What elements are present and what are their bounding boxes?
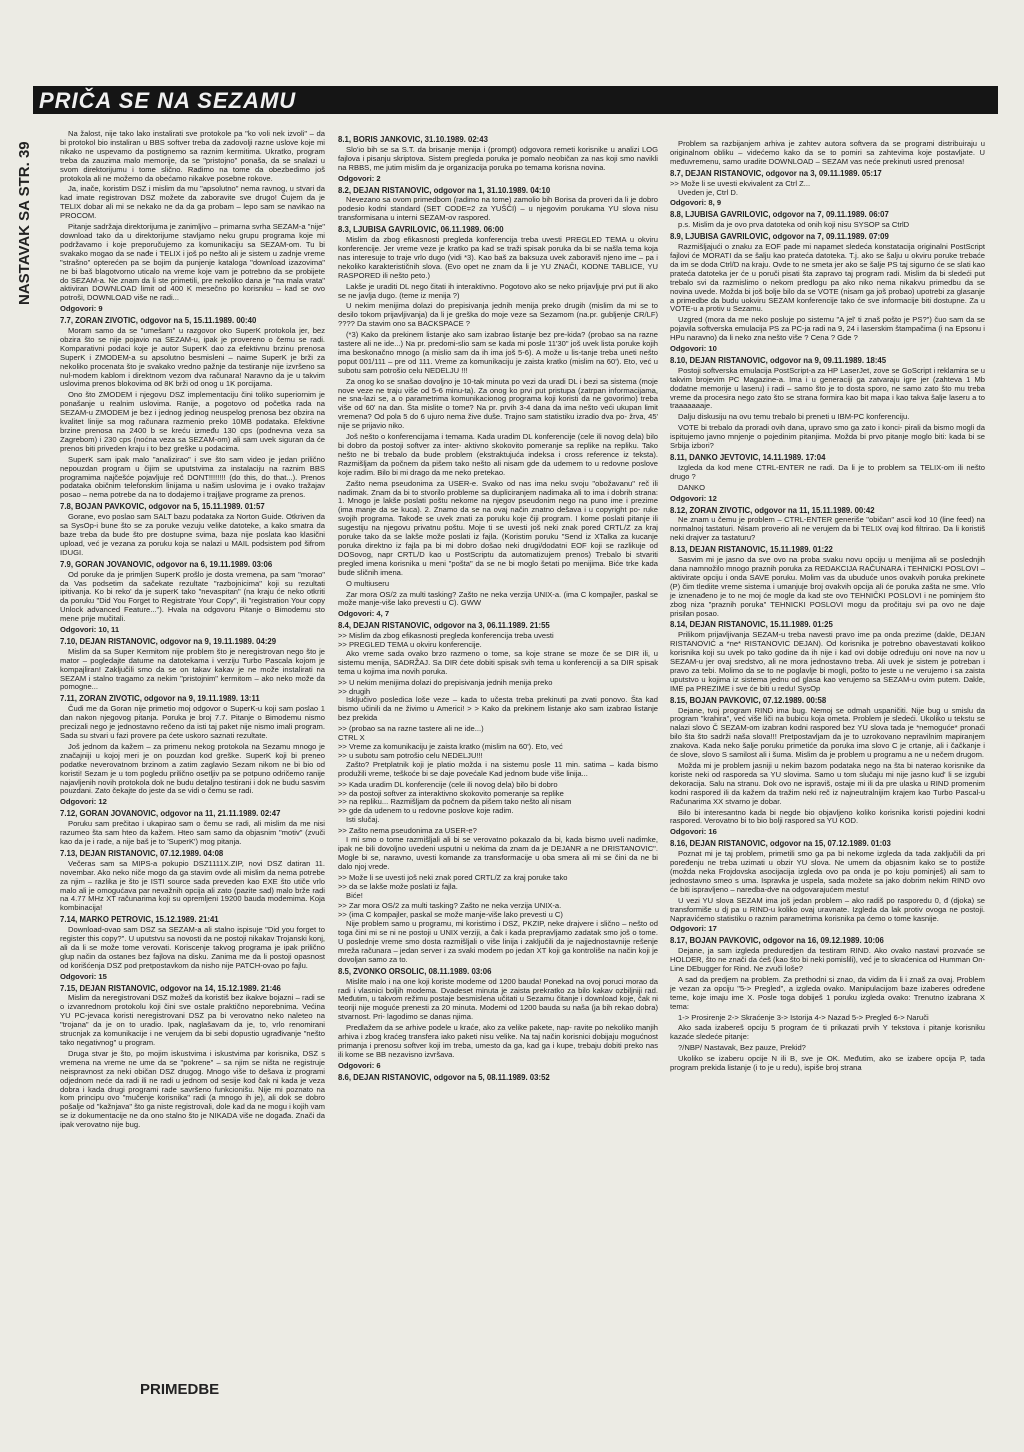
quoted-line: >> da postoji softver za interaktivno skokovito pomeranje sa replike: [338, 788, 564, 798]
paragraph: Ne znam u čemu je problem – CTRL-ENTER generiše "običan" ascii kod 10 (line feed) na normalnoj tastaturi. Nisam proverio ali ne verujem da bi TELIX ovaj kod filtrirao. Da li koristiš neki drajver za tastaturu?: [670, 515, 985, 543]
paragraph: Još jednom da kažem – za primenu nekog protokola na Sezamu mnogo je značajniji u kojoj meri je on pouzdan kod greške. SuperK koji bi preneo podatke neverovatnom brzinom a zatim zaglavio Sezam nikom ne bi bio od koristi! Sezam je u tom pogledu prilično osetljiv pa se potpuno odričemo ranije najavljenih novih protokola dok ne budu detaljno testirani i dok ne budu sasvim pouzdani. Zato čekajte do jeste da se vidi o čemu se radi.: [60, 741, 325, 796]
quoted-line: >> Može li se uvesti još neki znak pored CRTL/Z za kraj poruke tako: [338, 872, 568, 882]
replies-line: Odgovori: 12: [670, 493, 717, 503]
paragraph: Prilikom prijavljivanja SEZAM-u treba navesti pravo ime pa onda prezime (dakle, DEJAN RISTANOVIĆ a *ne* RISTANOVIC DEJAN). Od korisnika je potrebno obavestavati kolikoo korisnika koji su uvek po tako godine da ih nije i kad ovi dobije određuju oni nove na nov u SEZAM-u jer ovaj sredstvo, ali ne mora jednostavno treba. Ali uvek je sistem je potreban i pravo za tebi. Molimo da se to ne poglavlje bi mogli, pošto to jeste u ne verujemo i sa zaista uputstvo u kojima iz sistema jednu od glasa kao verujemo sa SEZAM-u ovim putem. Dakle, IME pa PREZIME i sve će biti u redu! SysOp: [670, 630, 985, 693]
paragraph: Uzgred (mora da me neko posluje po sistemu "A jel' ti znaš pošto je PS?") čuo sam da se pojavila softverska emulacija PS za PC-ja radi na 9, 24 i laserskim štampačima (i na Epsonu i HPu naravno) da li neko zna nešto više ? Cena ? Gde ?: [670, 315, 985, 343]
paragraph: U nekim menijima dolazi do prepisivanja jednih menija preko drugih (mislim da mi se to desilo tokom prijavljivanja) da li je greška do moje veze sa Sezamom (na.pr. gubljenje CR/LF) ???? Da stavim ono sa BACKSPACE ?: [338, 301, 658, 329]
paragraph: (*3) Kako da prekinem listanje ako sam izabrao listanje bez pre-kida? (probao sa na razne tastere ali ne ide...) Na pr. predomi-slio sam se kada mi posle 11'30" još uvek lista poruke kojih ima beskonačno mnogo (a mislio sam da ih ima još 5-6). A može u lis-tanje treba uneti nešto poput 001/111 – pre od 111. Vreme za komunikaciju je zaista kratko (mislim na 60'). Eto, već u subotu sam potrošio celu NEDELJU !!!: [338, 330, 658, 375]
quoted-line: >> Zašto nema pseudonima za USER-e?: [338, 826, 477, 836]
message-header: 8.17, BOJAN PAVKOVIC, odgovor na 16, 09.12.1989. 10:06: [670, 936, 884, 946]
paragraph: A sad da predjem na problem. Za prethodni si znao, da vidim da li i znaš za ovaj. Problem je vezan za opciju "5-> Pregled", a izgleda ovako. Manipulacijom baze izaberes određene teme, koje imaju ime X. Posle toga dobiješ 1 poruku izgleda ovako: Trenutno izabrana X tema:: [670, 974, 985, 1011]
message-header: 8.13, DEJAN RISTANOVIC, 15.11.1989. 01:22: [670, 545, 833, 555]
paragraph: Na žalost, nije tako lako instalirati sve protokole pa "ko voli nek izvoli" – da bi protokol bio instaliran u BBS softver treba da zadovolji razne uslove koje mi nikako ne uspevamo da postignemo sa raznim kermitima. Ukratko, program treba da zauzima malo memorije, da se "pristojno" ponaša, da se snalazi u svom direktorijumu i tome slično. Radimo na tome da obezbedimo još protokola ali ne možemo da obećamo nikakve posebne rokove.: [60, 129, 325, 183]
paragraph: Gorane, evo poslao sam SALT bazu podataka za Norton Guide. Otkriven da sa SysOp-i bune što se za poruke vezuju velike datoteke, a kako smatra da baze treba da bude što pre dostupne svima, baza nije poslata kao klasični upload, već je vezana za poruku koja se nalazi u MAIL podsistem pod šifrom IDUGI.: [60, 512, 325, 557]
paragraph: Zar mora OS/2 za multi tasking? Zašto ne neka verzija UNIX-a. (ima C kompajler, paskal se može manje-više lako prevesti u C). GWW: [338, 589, 658, 608]
quoted-line: >> Kada uradim DL konferencije (cele ili novog dela) bilo bi dobro: [338, 779, 558, 789]
message-header: 8.6, DEJAN RISTANOVIC, odgovor na 5, 08.11.1989. 03:52: [338, 1072, 550, 1082]
paragraph: Poruku sam prečitao i ukapirao sam o čemu se radi, ali mislim da me nisi razumeo šta sam hteo da kažem. Hteo sam samo da objasnim "motiv" (zvuči kao da je i rade, a nije baš je to 'SuperK') mog pitanja.: [60, 819, 325, 846]
quoted-line: >> Može li se uvesti ekvivalent za Ctrl Z...: [670, 178, 811, 188]
paragraph: Nevezano sa ovom primedbom (radimo na tome) zamolio bih Borisa da proveri da li je dobro podesio kodni standard (SET CODE=2 za YUŠČI) – u njegovim porukama YU slova nisu transformisana u interni SEZAM-ov raspored.: [338, 195, 658, 223]
replies-line: Odgovori: 9: [60, 304, 103, 314]
paragraph: U vezi YU slova SEZAM ima još jedan problem – ako radiš po rasporedu 0, đ (djoka) se transformiše u dj pa u RIND-u koliko ovaj uravnate. Izgleda da lak protiv ovoga ne postoji. Napravićemo statistiku o raznim parametrima korisnika pa ćemo o tome kasnije.: [670, 895, 985, 923]
paragraph: Čudi me da Goran nije primetio moj odgovor o SuperK-u koji sam poslao 1 dan nakon njegovog pitanja. Poruka je broj 7.7. Pitanje o Bimodemu nismo precizali nego je jednostavno rečeno da isti taj paket nije nismo imali program. Sada su stvari u fazi provere pa ćete uskoro saznati rezultate.: [60, 704, 325, 740]
replies-line: Odgovori: 17: [670, 924, 717, 934]
paragraph: ?/NBP/ Nastavak, Bez pauze, Prekid?: [678, 1043, 806, 1053]
paragraph: O multiuseru: [346, 578, 390, 588]
paragraph: Zašto nema pseudonima za USER-e. Svako od nas ima neku svoju "obožavanu" reč ili nadimak. Znam da bi to stvorilo probleme sa dupliciranjem nadimaka ali to ima i dobrih strana: 1. Mnogo je lakše poslati poštu nekome na njegov pseudonim nego na puno ime i prezime (ima manje da se kuca). 2. Znamo da se na ovaj način znatno dešava i u copyright po- ruke svojih programa. Takođe se uvek znati za poruku koje čiji program. I kome poslati pitanje ili sugestiju na njegovu privatnu poštu. Moje ti se uvesti još neki znak pored CRTL/Z za kraj poruke tako da se lakše može poslati iz fajla. (Koristim poruku "Send iz XTalka za kucanje poruka direktno iz fajla pa bi mi dobro došao neki drugi/dodatni EOF koji se razlikuje od DOSovog, napr CRTL/D kao u PostScriptu da automatizujem prenos) Trebalo bi stvariti pregled imena korisnika u meni "pošta" da se ne bi moglo šetati po menijima. Biće trke kada bude sličnih imena.: [338, 478, 658, 577]
paragraph: Predlažem da se arhive podele u kraće, ako za velike pakete, nap- ravite po nekoliko manjih arhiva i zbog kraćeg transfera iako paketi nisu velike. Na taj način korisnici dobijaju mogućnost primanja i prenosu softver koji im treba, umesto da ga, kad ga i kupe, trebaju dobiti preko nas ili kome se BB nezavisno izvršava.: [338, 1023, 658, 1059]
paragraph: Download-ovao sam DSZ sa SEZAM-a ali stalno ispisuje "Did you forget to register this copy?". U uputstvu sa novosti da ne postoji nikakav Trojanski konj, ali da li se može tome verovati. Koriscenje takvog programa je ipak prilično glup način da ostanes bez fajlova na disku. Zanima me da li postoji opasnost od korišćenja DSZ pod pretpostavkom da nisho nije PATCH-ovao po fajlu.: [60, 925, 325, 970]
replies-line: Odgovori: 12: [60, 797, 107, 807]
replies-line: Odgovori: 16: [670, 827, 717, 837]
message-header: 8.16, DEJAN RISTANOVIC, odgovor na 15, 07.12.1989. 01:03: [670, 839, 891, 849]
text-column-2: [338, 133, 658, 1423]
quoted-line: >> na repliku... Razmišljam da počnem da pišem tako nešto ali nisam: [338, 797, 572, 807]
paragraph: p.s. Mislim da je ovo prva datoteka od onih koji nisu SYSOP sa CtrlD: [678, 220, 910, 230]
quoted-line: >> U nekim menijima dolazi do prepisivanja jednih menija preko: [338, 677, 553, 687]
message-header: 8.11, DANKO JEVTOVIC, 14.11.1989. 17:04: [670, 453, 826, 462]
paragraph: Nije problem samo u programu, mi koristimo i DSZ, PKZIP, neke drajvere i slično – nešto od toga čini mi se ni ne postoji u UNIX verziji, a čak i kada prepravljamo zadatak smo još o tome. U poslednje vreme smo dosta razmišljali o više linija i zaključili da je najjednostavnije rešenje mreža računara – jedan server i za svaki modem po jedan XT koji ga kontroliše na način koji je dovoljan samo za to.: [338, 919, 658, 964]
paragraph: Isti slučaj.: [346, 815, 380, 825]
paragraph: Moram samo da se "umešam" u razgovor oko SuperK protokola jer, bez obzira što se nije pojavio na SEZAM-u, ipak je provereno o čemu se radi. Komparativni podaci koje je autor SuperK dao za efektivnu brzinu prenosa SuperK i ZMODEM-a su apsolutno besmisleni – naime SuperK je brži za nekoliko procenata što je svakako vredno pažnje da testiranje nije izvršeno sa nul-modem kablom i direktnom vezom dva računara! Naravno da je u takvim uslovima prenos blokovima od 8K brži od onog u 1K porcijama.: [60, 326, 325, 389]
paragraph: I mi smo o tome razmišljali ali bi se verovatno pokazalo da bi, kada bismo uveli nadimke, ipak ne bili dovoljno uvedeni usputni u nekima da znam da je DEJANR a ne DRISTANOVIC". Mogle bi se, naravno, uvesti komande za transformacije u oba smera ali mi se čini da ne bi dalo njoj vrede.: [338, 835, 658, 871]
paragraph: Isključivo posledica loše veze – kada to učesta treba prekinuti pa zvati ponovo. Šta kad bismo učinili da ne živimo u Americi! > > Kako da prekinem listanje ako sam izabrao listanje bez prekida: [338, 695, 658, 723]
message-header: 8.2, DEJAN RISTANOVIC, odgovor na 1, 31.10.1989. 04:10: [338, 185, 551, 195]
section-banner: [33, 86, 998, 114]
paragraph: Dalju diskusiju na ovu temu trebalo bi preneti u IBM-PC konferenciju.: [678, 412, 910, 422]
message-header: 7.9, GORAN JOVANOVIC, odgovor na 6, 19.11.1989. 03:06: [60, 559, 273, 569]
replies-line: Odgovori: 6: [338, 1060, 381, 1070]
paragraph: DANKO: [678, 482, 706, 492]
paragraph: Ukoliko se izaberu opcije N ili B, sve je OK. Međutim, ako se izabere opcija P, tada program prekida listanje (i to je u redu), ispiše broj strana: [670, 1054, 985, 1073]
quoted-line: >> (ima C kompajler, paskal se može manje-više lako prevesti u C): [338, 910, 563, 920]
replies-line: Odgovori: 10: [670, 344, 717, 354]
message-header: 8.3, LJUBISA GAVRILOVIC, 06.11.1989. 06:00: [338, 225, 504, 235]
message-header: 8.1, BORIS JANKOVIC, 31.10.1989. 02:43: [338, 135, 488, 144]
paragraph: Izgleda da kod mene CTRL-ENTER ne radi. Da li je to problem sa TELIX-om ili nešto drugo ?: [670, 462, 985, 481]
paragraph: Mislim da sa Super Kermitom nije problem što je neregistrovan nego što je mator – pogledajte datume na datotekama i verziju Turbo Pascala kojom je kompajliran! Zaključili smo da se on takav kakav je ne može instalirati na SEZAM i stalno tragamo za nekim "pristojnim" kermitom – ako neko može da pomogne...: [60, 646, 325, 692]
message-header: 8.5, ZVONKO ORSOLIC, 08.11.1989. 03:06: [338, 966, 492, 976]
quoted-line: >> drugih: [338, 686, 371, 696]
paragraph: Dejane, tvoj program RIND ima bug. Nemoj se odmah uspaničiti. Nije bug u smislu da program "krahira", već više liči na bubicu koja ometa. Problem je sledeći. Ukoliko u tekstu se nalazi slovo Č SEZAM-om izabran kodni raspored bez YU slova tada je *nemoguće* pronaći bilo šta što sadrži naša slova!!! Pretpostavljam da je to uzrokovano nepravilnim mapiranjem znakova. Kada neko šalje poruku primetiće da poruka ima slovo C je crtanje, ali i čačkanje i će slove, slovo S samilost ali i šuma. Mislim da je problem u programu a ne u nečem drugom.: [670, 705, 985, 760]
paragraph: Sasvim mi je jasno da sve ovo na proba svaku novu opciju u menijima ali se poslednjih dana namnožilo mnogo praznih poruka za REDAKCIJA RAČUNARA i TEHNICKI POSLOVI – aktivirate opciju i onda SAVE poruku. Molim vas da ubuduće unos ovakvih poruka prekinete (P) čim tlediite vreme sistema i umanjuje broj ovakvih opcija ali će poruka zašta ne sme. Vrlo je iznenađeno je to ne moj će mogle da kad ste ovo TEHNIČKI POSLOVI i ne pominjem što zbog niza "praznih poruka" TEHNICKI POSLOVI mogu da pročitaju svi pa ovo ne daje prisilan posao.: [670, 555, 985, 618]
replies-line: Odgovori: 10, 11: [60, 625, 120, 635]
quoted-line: >> Zar mora OS/2 za multi tasking? Zašto ne neka verzija UNIX-a.: [338, 901, 562, 911]
paragraph: Mislim da neregistrovani DSZ možeš da koristiš bez ikakve bojazni – radi se o izvanrednom protokolu koji čini sve ostale praktično neporebnima. Većina YU PC-jevaca koristi neregistrovani DSZ pa bi verovatno neko naleteo na "trojana" da je on to uradio. Ipak, naglašavam da je, to, vrlo renomirani strucnjak za komunikacije i ne verujem da bi sebi dopustio ugrađivanje "nešto tako negativnog" u program.: [60, 993, 325, 1047]
message-header: 7.8, BOJAN PAVKOVIC, odgovor na 5, 15.11.1989. 01:57: [60, 502, 265, 512]
paragraph: VOTE bi trebalo da proradi ovih dana, upravo smo ga zato i konci- pirali da bismo mogli da ispitujemo javno mnjenje o pojedinim pitanjima. Možda bi prvo pitanje moglo biti: kada bi se Srbija izbori?: [670, 423, 985, 451]
paragraph: Biće!: [346, 890, 363, 900]
message-header: 8.14, DEJAN RISTANOVIC, 15.11.1989. 01:25: [670, 620, 833, 630]
message-header: 8.7, DEJAN RISTANOVIC, odgovor na 3, 09.11.1989. 05:17: [670, 168, 882, 178]
quoted-line: >> da se lakše može poslati iz fajla.: [338, 881, 458, 891]
message-header: 8.4, DEJAN RISTANOVIC, odgovor na 3, 06.11.1989. 21:55: [338, 621, 550, 631]
paragraph: Uveden je, Ctrl D.: [678, 187, 738, 197]
message-header: 7.15, DEJAN RISTANOVIC, odgovor na 14, 15.12.1989. 21:46: [60, 983, 281, 993]
paragraph: Večeras sam sa MIPS-a pokupio DSZ1111X.ZIP, novi DSZ datiran 11. novembar. Ako neko niče mogo da ga stavim ovde ali mislim da nema potrebe za njim – razlika je što je ISTI source sada preveden kao EXE što utiče vrlo malo ali je omogućava par nevažnih opcija ali zato (pazite sad) malo brže radi na 4.77 MHz XT računarima koji su opremljeni 19200 bauda modemima. Koja kombinacija!: [60, 858, 325, 913]
paragraph: Mislim da zbog efikasnosti pregleda konferencija treba uvesti PREGLED TEMA u okviru konferencije. Jer vreme veze je kratko pa kad se traži spisak poruka da bi se našla tema koja nas interesuje to traje vrlo dugo (vidi *3). Kao baš za baksuza uvek zaboraviš njeno ime – pa i nekoliko karakterističnih slova. (Evo opet ne znam da li je YU ZNAČI, KODNE TABLICE, YU RASPORED ili nešto peto.): [338, 235, 658, 280]
text-column-3: [670, 140, 985, 1430]
message-header: 8.15, BOJAN PAVKOVIC, 07.12.1989. 00:58: [670, 695, 827, 705]
paragraph: Od poruke da je primljen SuperK prošlo je dosta vremena, pa sam "morao" da Vas podsetim da sačekate rezultate "razbojnicima" koji su rezultati ipitivanja. Ko bi reko' da je superK tako "nevaspitan" (na kraju će neko otkriti da poruku "Did You Forget to Registrate Your Copy", ili "registration Your copy Unlock advanced Feature..."). Hvala na odgovoru Pitanje o Bimodemu sto mene prije mučitali.: [60, 569, 325, 624]
paragraph: Ono što ZMODEM i njegovu DSZ implementaciju čini toliko superiornim je ponašanje u realnim uslovima. Ranije, a pogotovo od početka rada na SEZAM-u ZMODEM je bez i jednog jedinog neuspelog prenosa bez obzira na kvalitet linije sa mog računara razmenio preko 10MB podataka. Efektivne brzine prenosa na 2400 b se kreću između 130 cps (podnevna veza sa Zagrebom) i 230 cps (noćna veza sa SEZAM-om) ali sam uvek siguran da će prenos biti priveden kraju i to bez greške u podacima.: [60, 390, 325, 453]
replies-line: Odgovori: 8, 9: [670, 198, 722, 208]
paragraph: Zašto? Pretplatnik koji je platio možda i na sistemu posle 11 min. satima – kada bismo produžili vreme, teškoće bi se daje povećale Kad jednom bude više linija...: [338, 759, 658, 778]
quoted-line: >> Mislim da zbog efikasnosti pregleda konferencija treba uvesti: [338, 631, 554, 641]
message-header: 7.11, ZORAN ZIVOTIC, odgovor na 9, 19.11.1989. 13:11: [60, 694, 260, 704]
message-header: 7.13, DEJAN RISTANOVIC, 07.12.1989. 04:08: [60, 848, 224, 858]
quoted-line: >> PREGLED TEMA u okviru konferencije.: [338, 640, 482, 650]
paragraph: Slo'io bih se sa S.T. da brisanje menija i (prompt) odgovora remeti korisnike u analizi LOG fajlova i pisanju skriptova. Sistem pregleda poruka je pomalo neobičan za nas koji smo navikli na RBBS, me jutim mislim da je organizacija poruka po temama korisna novina.: [338, 144, 658, 172]
paragraph: Ako sada izabereš opciju 5 program će ti prikazati prvih Y tekstova i pitanje korisniku kazaće sledeće pitanje:: [670, 1023, 985, 1042]
message-header: 8.10, DEJAN RISTANOVIC, odgovor na 9, 09.11.1989. 18:45: [670, 355, 887, 365]
paragraph: Još nešto o konferencijama i temama. Kada uradim DL konferencije (cele ili novog dela) bilo bi dobro da postoji softver za inter- aktivno skokovito pomeranje sa replike na repliku. Tako nešto ne bi trebalo da bude problem (ekstraktujuća indeksa i cross reference iz teksta). Razmišljam da počnem da pišem tako nešto ali nisam gde da udemem to u redovne poslove koje radim. Bilo bi mi drago da me neko pretekao.: [338, 432, 658, 477]
paragraph: Ja, inače, koristim DSZ i mislim da mu "apsolutno" nema ravnog, u stvari da kad imate registrovan DSZ možete da zaboravite sve drugo! Čujem da je TELIX dobar ali mi se nekako ne da da ga probam – lepo sam se navikao na PROCOM.: [60, 184, 325, 221]
paragraph: Za onog ko se snašao dovoljno je 10-tak minuta po vezi da uradi DL i bezi sa sistema (moje nove veze ne traju više od 5-6 minu-ta). Za onog ko prvi put pristupa (zatrpan informacijama, ne sna-lazi se, a o parametrima komunikacionog programa koji koristi da ne govorimo) treba više od 60' na dan. Šta mislite o tome? Na pr. prvih 3-4 dana da ima nešto veći ukupan limit vremena? Od pola 5 do 6 ujuro nema živе duše. Trajno sam statistiku izradio dva po- žrva, 45' nije se prijavio niko.: [338, 376, 658, 431]
paragraph: Možda mi je problem jasniji u nekim bazom podataka nego na šta bi naterao korisnike da koriste neki od rasporeda sa YU slovima. Samo u tom slučaju mi nije jasno kud' li se izgubi dekoracija. Salu na stranu. Dok ovo ne ispraviš, ostaje mi ili da pre ulaska u RIND promenim kodni raspored ili da kažem da tražim neki reč iz najneutralnijim krajem kao Turbo Pascal-u Računarima XX stvarno je dobar.: [670, 761, 985, 806]
continuation-label: NASTAVAK SA STR. 39: [16, 141, 33, 305]
replies-line: Odgovori: 2: [338, 173, 381, 183]
paragraph: Postoji softverska emulacija PostScript-a za HP LaserJet, zove se GoScript i reklamira se u takvim brojevim PC Magazine-a. Ima i u generaciji ga zatvaraju igre jer (zahteva 1 Mb dodatne memorije u laseru) i radi – samo što je to dosta sporo, ne samo zato što mu treba vreme da procesira nego zato što se strana formira kao bit mapa i kao takva šalje laseru a to traaaaaaaje.: [670, 365, 985, 411]
message-header: 8.9, LJUBISA GAVRILOVIC, odgovor na 7, 09.11.1989. 07:09: [670, 232, 889, 242]
replies-line: Odgovori: 15: [60, 971, 107, 981]
replies-line: Odgovori: 4, 7: [338, 609, 390, 619]
paragraph: Mislite malo i na one koji koriste modeme od 1200 bauda! Ponekad na ovoj poruci morao da radi i vlasnici boljih modema. Dvadeset minuta je zaista prekratko za bilo kakav ozbiljniji rad. Međutim, u takvom režimu postaje besmislena učitati u Sezamu čitanje i download koje, čak ni teoriji nije moguće prenesti za 20 minuta. Modemi od 1200 bauda su naša (ja bih rekao dobra) stvarnost. Pri- lagodimo se danas njima.: [338, 976, 658, 1022]
message-header: 7.10, DEJAN RISTANOVIC, odgovor na 9, 19.11.1989. 04:29: [60, 636, 277, 646]
quoted-line: >> Vreme za komunikaciju je zaista kratko (mislim na 60'). Eto, već: [338, 742, 563, 751]
paragraph: Druga stvar je što, po mojim iskustvima i iskustvima par korisnika, DSZ s vremena na vreme ne ume da se "pokrene" – sa njim se ništa ne registruje neispravnost za neki običan DSZ drugog. Mnogo više to dešava iz programi odjednom neće da radi ili ne radi u jednom od sesije kod čak ni kada je veza dobra i kada drugi programi rade savršeno funkcionišu. Nije mi poznato na kom principu ovo "mučenje korisnika" radi (a mnogo ih je), ali dok se dobro pošalje od "kažnjava" što ga niste registrovali, dole kad da ne mogu i kojih vam se iz dokumentacije ne da ono stalno što je NIKADA više ne događa. Znači da ipak verovatno nije bug.: [60, 1048, 325, 1130]
paragraph: Problem sa razbijanjem arhiva je zahtev autora softvera da se programi distribuiraju u originalnom obliku – videćemo kako da se to pomiri sa zahtevima koje postavljate. U međuvremenu, samo uradite DOWNLOAD – SEZAM vas neće prekinuti usred prenosa!: [670, 139, 985, 166]
quoted-line: >> gde da udenem to u redovne poslove koje radim.: [338, 806, 514, 816]
paragraph: Lakše je uraditi DL nego čitati ih interaktivno. Pogotovo ako se neko prijavljuje prvi put ili ako se ne javlja dugo. (teme iz menija ?): [338, 281, 658, 300]
text-column-1: [60, 130, 325, 1440]
message-header: 8.8, LJUBISA GAVRILOVIC, odgovor na 7, 09.11.1989. 06:07: [670, 210, 889, 220]
section-title: PRIČA SE NA SEZAMU: [39, 88, 297, 113]
paragraph: Bilo bi interesantno kada bi negde bio objavljeno koliko korisnika koristi pojedini kodni raspored. Verovatno bi to bio bolji raspored sa YU KOD.: [670, 807, 985, 826]
message-header: 7.12, GORAN JOVANOVIC, odgovor na 11, 21.11.1989. 02:47: [60, 809, 281, 819]
footer-heading: PRIMEDBE: [140, 1381, 220, 1398]
message-header: 7.14, MARKO PETROVIC, 15.12.1989. 21:41: [60, 915, 219, 925]
quoted-line: CTRL X: [338, 733, 365, 743]
paragraph: SuperK sam ipak malo "analizirao" i sve što sam video je jedan prilično nepouzdan program u čijim se uputstvima za instalaciju na raznim BBS programima najčešće pojavljuje reč DONT!!!!!!!! (do this, do that...). Prenos podataka običnim telefonskim linijama u našim uslovima je i ovako tražajav posao – nema potrebe da na to dodajemo i trajljave programe za prenos.: [60, 454, 325, 500]
message-header: 8.12, ZORAN ZIVOTIC, odgovor na 11, 15.11.1989. 00:42: [670, 505, 875, 515]
message-header: 7.7, ZORAN ZIVOTIC, odgovor na 5, 15.11.1989. 00:40: [60, 316, 257, 326]
paragraph: Poznat mi je taj problem, primetili smo ga pa bi nekome izgleda da tada zaključili da pri poređenju ne treba uzimati u obzir YU slova. Ne umem da objasnim kako se to postiže (možda neka Frojdovska asocijacija izgleda ovo pa onda je po koju pominješ) ali sam to jednostavno smeo s uma. Ispravka je uspela, sada možete sa jako dobrim nekim RIND ovo će biti ispravljeno – naredba-dve na odgovarajućem mestu!: [670, 849, 985, 894]
paragraph: Ako vreme sada ovako brzo razmeno o tome, sa koje strane se moze če se DIR ili, u sistemu menija, SADRŽAJ. Sa DIR ćete dobiti spisak svih tema u konferenciji a sa DIR spisak tema u kojima ima novih poruka.: [338, 648, 658, 676]
paragraph: Pitanje sadržaja direktorijuma je zanimljivo – primarna svrha SEZAM-a "nije" download tako da u direktorijume stavljamo neku grupu programa koje mi podržavamo i koje preporučujemo za komunikaciju sa SEZAM-om. Tu bi svakako mogao da se nađe i TELIX i još po nešto ali je sistem u zadnje vreme "strašno" opterećen pa se bojim da punjenje kataloga "download izazovima" ne bi baš blagotvorno uticalo na vreme koje vam je potrebno da se probijete do SEZAM-a. Ne znam da li ste primetili, pre nekoliko dana je "na mala vrata" aktiviran DOWNLOAD limit od 400 K mesečno po korisniku – kad se ovo potroši, DOWNLOAD više ne radi...: [60, 222, 325, 303]
paragraph: 1-> Prosirenje 2-> Skraćenje 3-> Istorija 4-> Nazad 5-> Pregled 6-> Naruči: [678, 1012, 929, 1022]
quoted-line: >> u subotu sam potrošio celu NEDELJU!!!: [338, 750, 483, 760]
quoted-line: >> (probao sa na razne tastere ali ne ide...): [338, 724, 484, 734]
paragraph: Dejane, ja sam izgleda preduredjen da testiram RIND. Ako ovako nastavi prozvaće se HOLDER, što ne znači da ćeš (kao što bi neki pomislili), već je to skraćenica od Humman On-Line DEbugger for Rind. Ne zvuči loše?: [670, 946, 985, 974]
paragraph: Razmišljajući o znaku za EOF pade mi napamet sledeća konstatacija originalni PostScript fajlovi će MORATI da se šalju kao prateća datoteka. T.j. ako se šalju u okviru poruke trebaće da im se doda Ctrl/D na kraju. Ovde to ne smeta jer ako se šalje PS taj sigurno će se slati kao prateća datoteka jer će u poruči pisati šta zapravo taj program radi. Mislim da bi sledeći put trebalo svi da razmislimo o nekom predlogu pa ako niko nema nikakvu primedbu da se novina uvede. Možda bi još bolje bilo da se VOTE (nisam ga još probao) upotrebi za glasanje a primedbe da budu uokviru SEZAM konferencije tako će sve informacije biti dostupne. Za u VOTE-u a protiv u Sezamu.: [670, 242, 985, 314]
